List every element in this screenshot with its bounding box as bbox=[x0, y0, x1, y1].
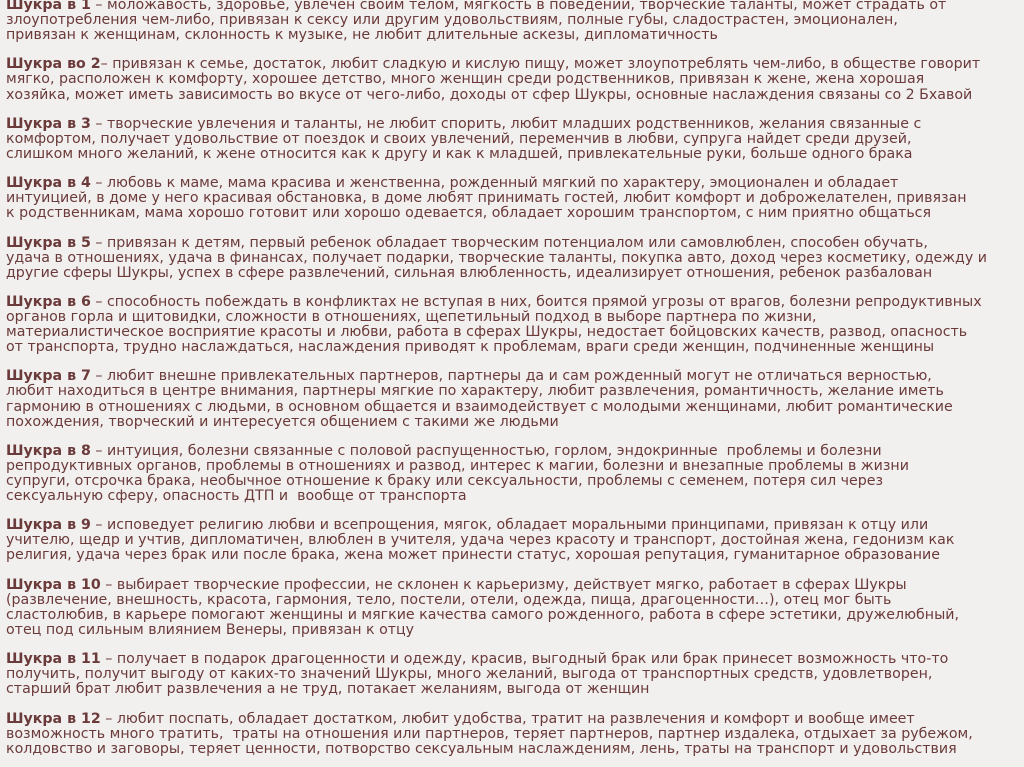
entry-text-line: отец под сильным влиянием Венеры, привязан к отцу bbox=[6, 621, 415, 638]
entry-1 bbox=[6, 0, 1020, 43]
entry-text-line: к родственникам, мама хорошо готовит или хорошо одевается, обладает хорошим транспортом, с ним приятно общаться bbox=[6, 205, 932, 222]
entry-title: Шукра в 11 bbox=[6, 651, 101, 668]
entry-text-line: злоупотребления чем-либо, привязан к сексу или другим удовольствиям, полные губы, сладострастен, эмоционален, bbox=[6, 12, 898, 29]
entry-text-line: учителю, щедр и учтив, дипломатичен, влюблен в учителя, удача через красоту и транспорт, достойная жена, гедонизм как bbox=[6, 532, 955, 549]
entry-text-line: любит находиться в центре внимания, партнеры мягкие по характеру, любит развлечения, романтичность, желание иметь bbox=[6, 383, 944, 400]
entry-2 bbox=[6, 57, 1020, 102]
entry-title: Шукра в 3 bbox=[6, 115, 91, 132]
entry-title: Шукра в 6 bbox=[6, 293, 91, 310]
entry-title: Шукра в 4 bbox=[6, 175, 91, 192]
entry-text-line: супруги, отсрочка брака, необычное отношение к браку или сексуальности, проблемы с семенем, потеря сил через bbox=[6, 473, 884, 489]
entry-text-line: – выбирает творческие профессии, не склонен к карьеризму, действует мягко, работает в сферах Шукры bbox=[100, 576, 907, 593]
entry-text-line: – получает в подарок драгоценности и одежду, красив, выгодный брак или брак принесет возможность что-то bbox=[100, 651, 949, 668]
entry-text-line: – исповедует религию любви и всепрощения, мягок, обладает моральными принципами, привязан к отцу или bbox=[90, 517, 929, 534]
entry-text-line: возможность много тратить, траты на отношения или партнеров, теряет партнеров, партнер издалека, отдыхает за рубежом, bbox=[6, 725, 973, 742]
entry-text-line: сластолюбив, в карьере помогают женщины и мягкие качества самого рожденного, работа в сфере эстетики, дружелюбный, bbox=[6, 606, 960, 623]
entry-title: Шукра в 12 bbox=[6, 710, 101, 727]
entry-text-line: религия, удача через брак или после брака, жена может принести статус, хорошая репутация, гуманитарное образование bbox=[6, 547, 940, 564]
entry-11 bbox=[6, 652, 1020, 697]
entry-text-line: другие сферы Шукры, успех в сфере развлечений, сильная влюбленность, идеализирует отношения, ребенок разбалован bbox=[6, 264, 933, 281]
entry-title: Шукра в 10 bbox=[6, 576, 101, 593]
text-block bbox=[6, 0, 1020, 767]
entry-text-line: слишком много желаний, к жене относится как к другу и как к младшей, привлекательные руки, больше одного брака bbox=[6, 145, 913, 162]
entry-text-line: удача в отношениях, удача в финансах, получает подарки, творческие таланты, покупка авто, доход через косметику, одежду и bbox=[6, 249, 987, 266]
entry-text-line: – способность побеждать в конфликтах не вступая в них, боится прямой угрозы от врагов, болезни репродуктивных bbox=[90, 293, 982, 310]
entry-text-line: интуицией, в доме у него красивая обстановка, в доме любят принимать гостей, любит комфорт и доброжелателен, привязан bbox=[6, 190, 967, 207]
entry-text-line: – интуиция, болезни связанные с половой распущенностью, горлом, эндокринные проблемы и болезни bbox=[90, 442, 882, 459]
entry-text-line: гармонию в отношениях с людьми, в основном общается и взаимодействует с молодыми женщинами, любит романтические bbox=[6, 398, 953, 415]
entry-text-line: сексуальную сферу, опасность ДТП и вообще от транспорта bbox=[6, 488, 467, 505]
entry-text-line: привязан к женщинам, склонность к музыке, не любит длительные аскезы, дипломатичность bbox=[6, 27, 718, 44]
entry-text-line: старший брат любит развлечения а не труд, потакает желаниям, выгода от женщин bbox=[6, 681, 650, 698]
entry-12 bbox=[6, 712, 1020, 757]
entry-text-line: – любит внешне привлекательных партнеров, партнеры да и сам рожденный могут не отличаться верностью, bbox=[90, 368, 932, 385]
entry-3 bbox=[6, 117, 1020, 162]
entry-text-line: (развлечение, внешность, красота, гармония, тело, постели, отели, одежда, пища, драгоценности…), отец мог быть bbox=[6, 591, 892, 608]
entry-6 bbox=[6, 295, 1020, 355]
entry-text-line: – привязан к детям, первый ребенок обладает творческим потенциалом или самовлюблен, способен обучать, bbox=[90, 234, 928, 251]
entry-text-line: мягко, расположен к комфорту, хорошее детство, много женщин среди родственников, привязан к жене, жена хорошая bbox=[6, 71, 925, 88]
entry-text-line: получить, получит выгоду от каких-то значений Шукры, много желаний, выгода от транспортных средств, удовлетворен, bbox=[6, 666, 933, 683]
entry-text-line: репродуктивных органов, проблемы в отношениях и развод, интерес к магии, болезни и внезапные проблемы в жизни bbox=[6, 457, 909, 474]
entry-9 bbox=[6, 518, 1020, 563]
entry-text-line: органов горла и щитовидки, сложности в отношениях, щепетильный подход в выборе партнера по жизни, bbox=[6, 308, 817, 325]
entry-8 bbox=[6, 444, 1020, 504]
entry-text-line: похождения, творческий и интересуется общением с такими же людьми bbox=[6, 413, 559, 430]
entry-5 bbox=[6, 236, 1020, 281]
entry-text-line: комфортом, получает удовольствие от поездок и своих увлечений, переменчив в любви, супруга найдет среди друзей, bbox=[6, 130, 912, 147]
entry-text-line: – любовь к маме, мама красива и женственна, рожденный мягкий по характеру, эмоционален и обладает bbox=[90, 175, 899, 192]
entry-text-line: материалистическое восприятие красоты и любви, работа в сферах Шукры, недостает бойцовских качеств, развод, опасность bbox=[6, 324, 968, 341]
entry-10 bbox=[6, 578, 1020, 638]
entry-text-line: – моложавость, здоровье, увлечен своим телом, мягкость в поведении, творческие таланты, может страдать от bbox=[90, 0, 947, 13]
entry-4 bbox=[6, 176, 1020, 221]
entry-7 bbox=[6, 369, 1020, 429]
entry-title: Шукра в 7 bbox=[6, 368, 91, 385]
entry-title: Шукра в 5 bbox=[6, 234, 91, 251]
entry-title: Шукра во 2 bbox=[6, 56, 101, 73]
entry-text-line: – творческие увлечения и таланты, не любит спорить, любит младших родственников, желания связанные с bbox=[90, 115, 922, 132]
entry-title: Шукра в 8 bbox=[6, 442, 91, 459]
entry-text-line: колдовство и заговоры, теряет ценности, потворство сексуальным наслаждениям, лень, траты на транспорт и удовольствия bbox=[6, 740, 957, 757]
entry-title: Шукра в 9 bbox=[6, 517, 91, 534]
entry-text-line: – привязан к семье, достаток, любит сладкую и кислую пищу, может злоупотреблять чем-либо, в обществе говорит bbox=[100, 56, 981, 73]
entry-text-line: хозяйка, может иметь зависимость во вкусе от чего-либо, доходы от сфер Шукры, основные наслаждения связаны со 2 Бхавой bbox=[6, 86, 973, 103]
entry-text-line: – любит поспать, обладает достатком, любит удобства, тратит на развлечения и комфорт и вообще имеет bbox=[100, 710, 915, 727]
entry-title: Шукра в 1 bbox=[6, 0, 91, 13]
entry-text-line: от транспорта, трудно наслаждаться, наслаждения приводят к проблемам, враги среди женщин, подчиненные женщины bbox=[6, 339, 935, 356]
